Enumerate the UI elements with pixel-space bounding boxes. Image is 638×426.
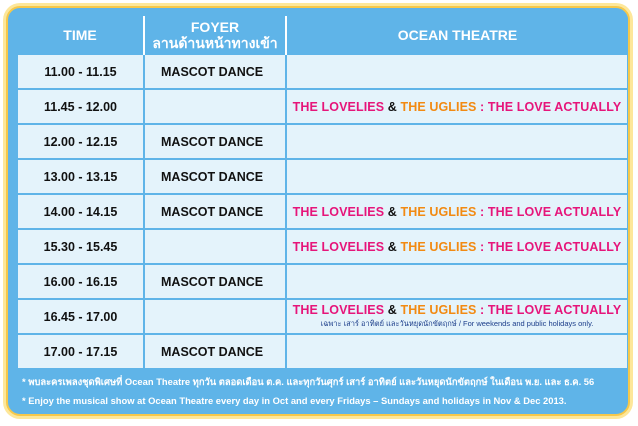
- show-part-love-actually: : THE LOVE ACTUALLY: [476, 239, 622, 254]
- foyer-cell: [144, 89, 286, 124]
- schedule-row: [17, 89, 628, 124]
- time-cell: 15.30 - 15.45: [17, 229, 144, 264]
- foyer-cell: MASCOT DANCE: [144, 54, 286, 89]
- ocean-cell: [286, 264, 628, 299]
- show-title: [293, 205, 622, 219]
- foyer-cell: [144, 299, 286, 334]
- show-ampersand: &: [384, 204, 401, 219]
- weekend-note: เฉพาะ เสาร์ อาทิตย์ และวันหยุดนักขัตฤกษ์ / For weekends and public holidays only.: [320, 319, 594, 328]
- schedule-row: [17, 194, 628, 229]
- ocean-cell: [286, 229, 628, 264]
- schedule-card: [6, 6, 630, 416]
- schedule-row: [17, 159, 628, 194]
- schedule-row: [17, 264, 628, 299]
- show-part-uglies: THE UGLIES: [400, 99, 477, 114]
- show-part-love-actually: : THE LOVE ACTUALLY: [476, 204, 622, 219]
- foyer-cell: MASCOT DANCE: [144, 124, 286, 159]
- show-part-lovelies: THE LOVELIES: [292, 303, 385, 317]
- show-part-lovelies: THE LOVELIES: [292, 99, 385, 114]
- foyer-cell: MASCOT DANCE: [144, 194, 286, 229]
- time-cell: 14.00 - 14.15: [17, 194, 144, 229]
- time-cell: 13.00 - 13.15: [17, 159, 144, 194]
- show-part-lovelies: THE LOVELIES: [292, 204, 385, 219]
- ocean-cell: [286, 54, 628, 89]
- show-ampersand: &: [384, 303, 401, 317]
- show-ampersand: &: [384, 239, 401, 254]
- time-cell: 17.00 - 17.15: [17, 334, 144, 369]
- show-part-love-actually: : THE LOVE ACTUALLY: [476, 303, 622, 317]
- header-foyer-th: ลานด้านหน้าทางเข้า: [152, 34, 278, 51]
- foyer-cell: MASCOT DANCE: [144, 159, 286, 194]
- time-cell: 12.00 - 12.15: [17, 124, 144, 159]
- show-ampersand: &: [384, 99, 401, 114]
- schedule-row: [17, 229, 628, 264]
- show-part-uglies: THE UGLIES: [400, 239, 477, 254]
- footnotes: [22, 372, 622, 410]
- show-title: [293, 100, 622, 114]
- header-foyer: [144, 16, 286, 54]
- schedule-row: [17, 54, 628, 89]
- schedule-table: [16, 16, 629, 370]
- footnote-thai: * พบละครเพลงชุดพิเศษที่ Ocean Theatre ทุกวัน ตลอดเดือน ต.ค. และทุกวันศุกร์ เสาร์ อาทิตย์ และวันหยุดนักขัตฤกษ์ ในเดือน พ.ย. และ ธ.ค. 56: [22, 376, 595, 387]
- show-title: [293, 240, 622, 254]
- show-part-uglies: THE UGLIES: [400, 204, 477, 219]
- header-ocean: OCEAN THEATRE: [286, 16, 628, 54]
- schedule-body: [17, 54, 628, 369]
- show-part-uglies: THE UGLIES: [400, 303, 477, 317]
- ocean-cell: [286, 299, 628, 334]
- footnote-english: * Enjoy the musical show at Ocean Theatre every day in Oct and every Fridays – Sundays and holidays in Nov & Dec 2013.: [22, 395, 567, 406]
- ocean-cell: [286, 124, 628, 159]
- show-title: [293, 303, 622, 317]
- header-foyer-en: FOYER: [190, 18, 240, 35]
- schedule-row: [17, 299, 628, 334]
- header-time: TIME: [17, 16, 144, 54]
- show-part-lovelies: THE LOVELIES: [292, 239, 385, 254]
- foyer-cell: MASCOT DANCE: [144, 334, 286, 369]
- time-cell: 11.00 - 11.15: [17, 54, 144, 89]
- ocean-cell: [286, 194, 628, 229]
- header-row: [17, 16, 628, 54]
- ocean-cell: [286, 89, 628, 124]
- ocean-cell: [286, 334, 628, 369]
- time-cell: 16.00 - 16.15: [17, 264, 144, 299]
- show-part-love-actually: : THE LOVE ACTUALLY: [476, 99, 622, 114]
- foyer-cell: MASCOT DANCE: [144, 264, 286, 299]
- time-cell: 11.45 - 12.00: [17, 89, 144, 124]
- ocean-cell: [286, 159, 628, 194]
- foyer-cell: [144, 229, 286, 264]
- schedule-row: [17, 334, 628, 369]
- time-cell: 16.45 - 17.00: [17, 299, 144, 334]
- schedule-row: [17, 124, 628, 159]
